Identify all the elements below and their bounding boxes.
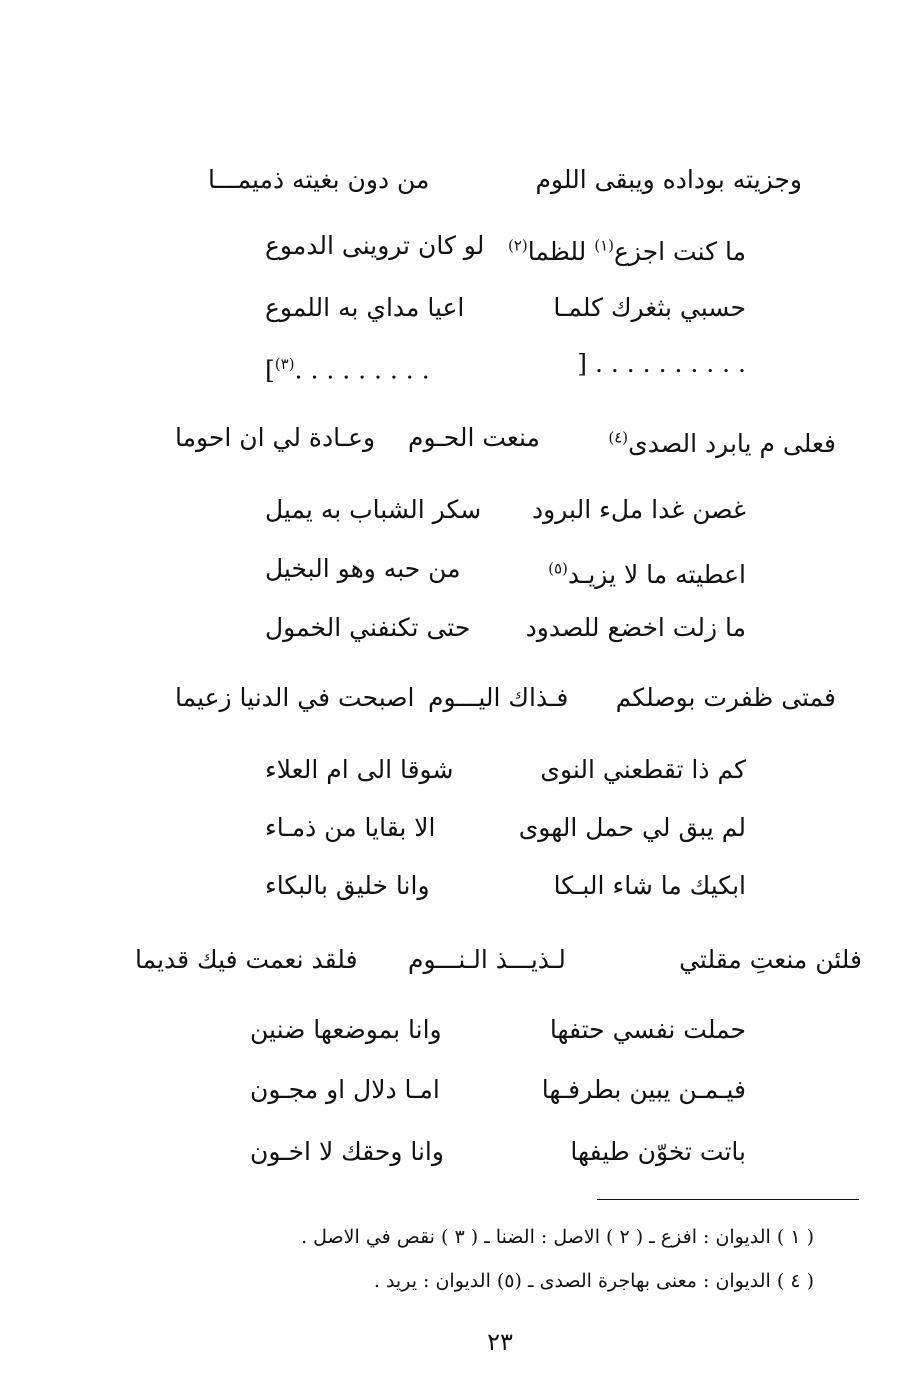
verse-line — [526, 610, 746, 646]
verse-left-half: من حبه وهو البخيل — [265, 554, 461, 583]
verse-line — [265, 492, 481, 528]
verse-right-half: حملت نفسي حتفها — [549, 1015, 746, 1044]
verse-right-half: ما كنت اجزع$^{(١)}$ للظما$^{(٢)}$ — [508, 237, 746, 267]
verse-right-half: ] . . . . . . . . . . — [577, 349, 746, 378]
verse-left-half: لو كان تروينى الدموع — [265, 231, 485, 260]
verse-right-half: فلئن منعتِ مقلتي — [679, 945, 862, 974]
verse-line — [519, 810, 746, 846]
footnote: ( ١ ) الديوان : افزع ـ ( ٢ ) الاصل : الضنا ـ ( ٣ ) نقص في الاصل . — [301, 1226, 814, 1248]
verse-left-half: . . . . . . . . . — [294, 355, 430, 385]
verse-left-half: شوقا الى ام العلاء — [265, 755, 454, 784]
verse-right-half: ابكيك ما شاء البـكا — [553, 871, 746, 900]
verse-line — [135, 942, 358, 978]
footnote-marker: (٤) — [608, 429, 629, 447]
verse-left-half: من دون بغيته ذميمـــا — [208, 165, 430, 194]
verse-line — [550, 1012, 746, 1048]
verse-left-half: وعـادة لي ان احوما — [175, 423, 376, 452]
verse-line — [428, 680, 568, 716]
verse-left-half: وانا وحقك لا اخـون — [250, 1137, 444, 1166]
verse-right-half: غصن غدا ملء البرود — [532, 495, 746, 524]
verse-line — [265, 810, 435, 846]
verse-middle: لـذيـــذ الـنـــوم — [408, 945, 566, 974]
verse-line — [250, 1012, 442, 1048]
verse-line — [408, 420, 540, 456]
verse-line — [265, 290, 464, 326]
verse-left-half: اعيا مداي به اللموع — [265, 293, 465, 322]
verse-line — [608, 420, 836, 459]
verse-line — [175, 680, 414, 716]
footnote-separator — [597, 1199, 859, 1200]
footnote-marker: (٥) — [548, 560, 568, 578]
verse-left-half: فلقد نعمت فيك قديما — [135, 945, 358, 974]
verse-line — [553, 290, 746, 326]
verse-right-half: باتت تخوّن طيفها — [570, 1137, 746, 1166]
verse-left-half: حتى تكنفني الخمول — [265, 613, 471, 642]
verse-line — [554, 868, 746, 904]
verse-left-half: وانا خليق بالبكاء — [265, 871, 430, 900]
page-number: ٢٣ — [487, 1328, 513, 1356]
footnote: ( ٤ ) الديوان : معنى بهاجرة الصدى ـ (٥) الديوان : يريد . — [373, 1270, 814, 1292]
verse-middle: منعت الحـوم — [408, 423, 540, 452]
footnote-marker: (٢) — [508, 237, 528, 255]
verse-line — [616, 680, 836, 716]
verse-line — [265, 868, 430, 904]
verse-line — [265, 752, 453, 788]
verse-line — [542, 1072, 746, 1108]
verse-line — [265, 610, 470, 646]
verse-right-half: حسبي بثغرك كلمـا — [553, 293, 746, 322]
footnote-marker: (١) — [594, 237, 614, 255]
verse-right-half: فمتى ظفرت بوصلكم — [615, 683, 836, 712]
verse-left-half: اصبحت في الدنيا زعيما — [175, 683, 415, 712]
verse-line — [250, 1134, 444, 1170]
verse-right-half: ما زلت اخضع للصدود — [525, 613, 746, 642]
footnote-marker: (٣) — [274, 355, 295, 373]
verse-line — [265, 228, 484, 264]
verse-right-half: فعلى م يابرد الصدى$^{(٤)}$ — [608, 429, 836, 459]
verse-line — [679, 942, 862, 978]
verse-middle: فـذاك اليـــوم — [428, 683, 569, 712]
verse-line — [508, 228, 746, 267]
verse-line — [175, 420, 375, 456]
verse-left-half: سكر الشباب به يميل — [265, 495, 482, 524]
verse-right-half: كم ذا تقطعني النوى — [540, 755, 746, 784]
verse-left-half: امـا دلال او مجـون — [250, 1075, 440, 1104]
verse-right-half: لم يبق لي حمل الهوى — [518, 813, 746, 842]
verse-line — [570, 1134, 746, 1170]
verse-right-half: اعطيته ما لا يزيـد$^{(٥)}$ — [548, 560, 746, 590]
verse-bracket: [ — [265, 355, 275, 385]
verse-line — [265, 346, 430, 385]
verse-line — [250, 1072, 440, 1108]
verse-right-half: فيـمـن يبين بطرفـها — [541, 1075, 746, 1104]
verse-line — [540, 752, 746, 788]
verse-line — [408, 942, 566, 978]
verse-line — [265, 551, 461, 587]
verse-line — [532, 492, 746, 528]
verse-right-half: وجزيته بوداده ويبقى اللوم — [535, 165, 802, 194]
verse-line — [577, 346, 746, 382]
verse-left-half: وانا بموضعها ضنين — [250, 1015, 442, 1044]
verse-line — [548, 551, 746, 590]
verse-left-half: الا بقايا من ذمـاء — [265, 813, 436, 842]
